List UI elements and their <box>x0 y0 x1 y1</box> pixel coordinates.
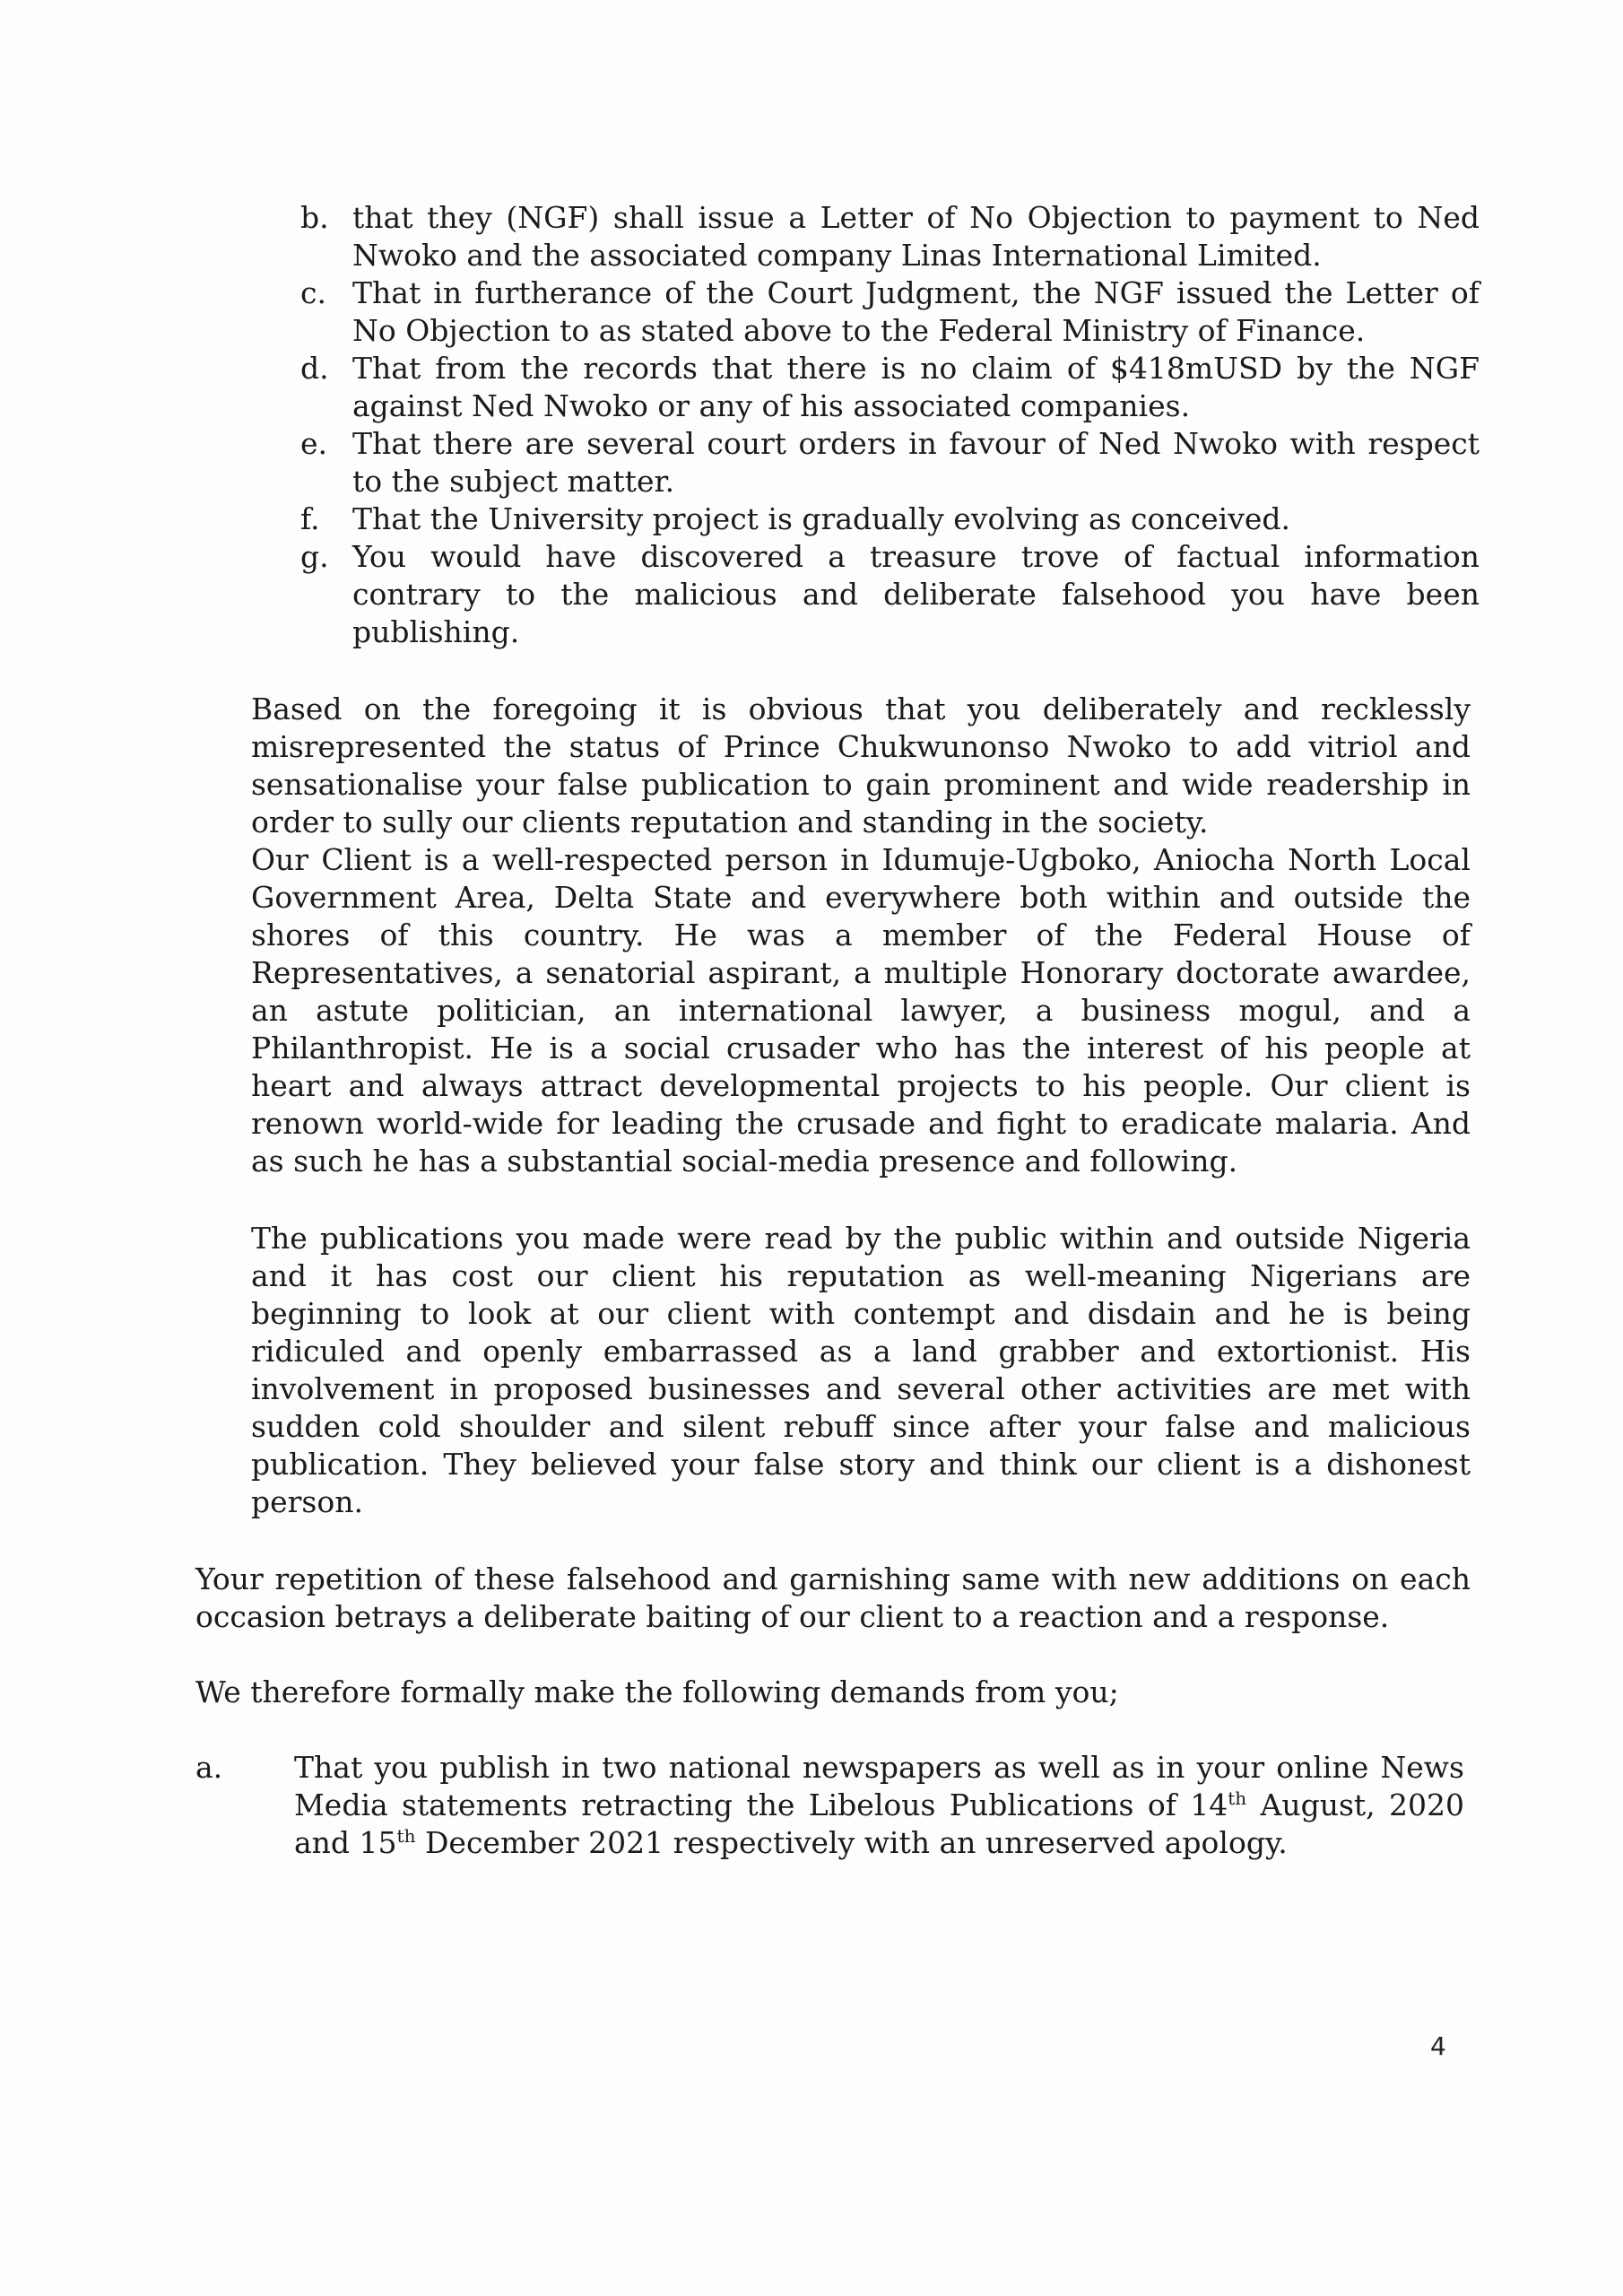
list-marker: d. <box>300 351 329 386</box>
list-text: That there are several court orders in favour of Ned Nwoko with respect to the subject matter. <box>352 426 1480 499</box>
demand-text <box>294 1749 1464 1862</box>
ordinal-suffix: th <box>396 1825 416 1847</box>
list-text: That in furtherance of the Court Judgment, the NGF issued the Letter of No Objection to as stated above to the Federal Ministry of Finance. <box>352 275 1480 348</box>
page-number: 4 <box>1430 2031 1446 2061</box>
list-text: That from the records that there is no claim of $418mUSD by the NGF against Ned Nwoko or any of his associated companies. <box>352 351 1480 423</box>
list-text: You would have discovered a treasure trove of factual information contrary to the malicious and deliberate falsehood you have been publishing. <box>352 539 1480 649</box>
list-text: that they (NGF) shall issue a Letter of No Objection to payment to Ned Nwoko and the associated company Linas International Limited. <box>352 200 1480 273</box>
demand-marker: a. <box>195 1750 223 1785</box>
paragraph-repetition: Your repetition of these falsehood and garnishing same with new additions on each occasion betrays a deliberate baiting of our client to a reaction and a response. <box>195 1561 1471 1634</box>
demand-text-part-1: That you publish in two national newspapers as well as in your online News Media statements retracting the Libelous Publications of 14 <box>294 1750 1464 1822</box>
list-marker: f. <box>300 501 320 536</box>
paragraph-demands-intro: We therefore formally make the following demands from you; <box>195 1674 1119 1709</box>
list-marker: e. <box>300 426 328 461</box>
ordinal-suffix: th <box>1228 1787 1247 1809</box>
paragraph-foregoing: Based on the foregoing it is obvious that you deliberately and recklessly misrepresented the status of Prince Chukwunonso Nwoko to add vitriol and sensationalise your false publication to gain prominent and wide readership in order to sully our clients reputation and standing in the society. <box>251 691 1471 839</box>
demand-text-part-3: December 2021 respectively with an unreserved apology. <box>415 1825 1288 1860</box>
list-marker: g. <box>300 539 329 574</box>
list-marker: b. <box>300 200 329 235</box>
list-marker: c. <box>300 275 326 310</box>
paragraph-publications-effect: The publications you made were read by the public within and outside Nigeria and it has cost our client his reputation as well-meaning Nigerians are beginning to look at our client with contempt and disdain and he is being ridiculed and openly embarrassed as a land grabber and extortionist. His involvement in proposed businesses and several other activities are met with sudden cold shoulder and silent rebuff since after your false and malicious publication. They believed your false story and think our client is a dishonest person. <box>251 1221 1471 1519</box>
demand-text-part-2: August, 2020 and 15 <box>294 1787 1464 1860</box>
list-text: That the University project is gradually evolving as conceived. <box>352 501 1290 536</box>
paragraph-client-profile: Our Client is a well-respected person in Idumuje-Ugboko, Aniocha North Local Government Area, Delta State and everywhere both within and outside the shores of this country. He was a member of the Federal House of Representatives, a senatorial aspirant, a multiple Honorary doctorate awardee, an astute politician, an international lawyer, a business mogul, and a Philanthropist. He is a social crusader who has the interest of his people at heart and always attract developmental projects to his people. Our client is renown world-wide for leading the crusade and fight to eradicate malaria. And as such he has a substantial social-media presence and following. <box>251 842 1471 1178</box>
